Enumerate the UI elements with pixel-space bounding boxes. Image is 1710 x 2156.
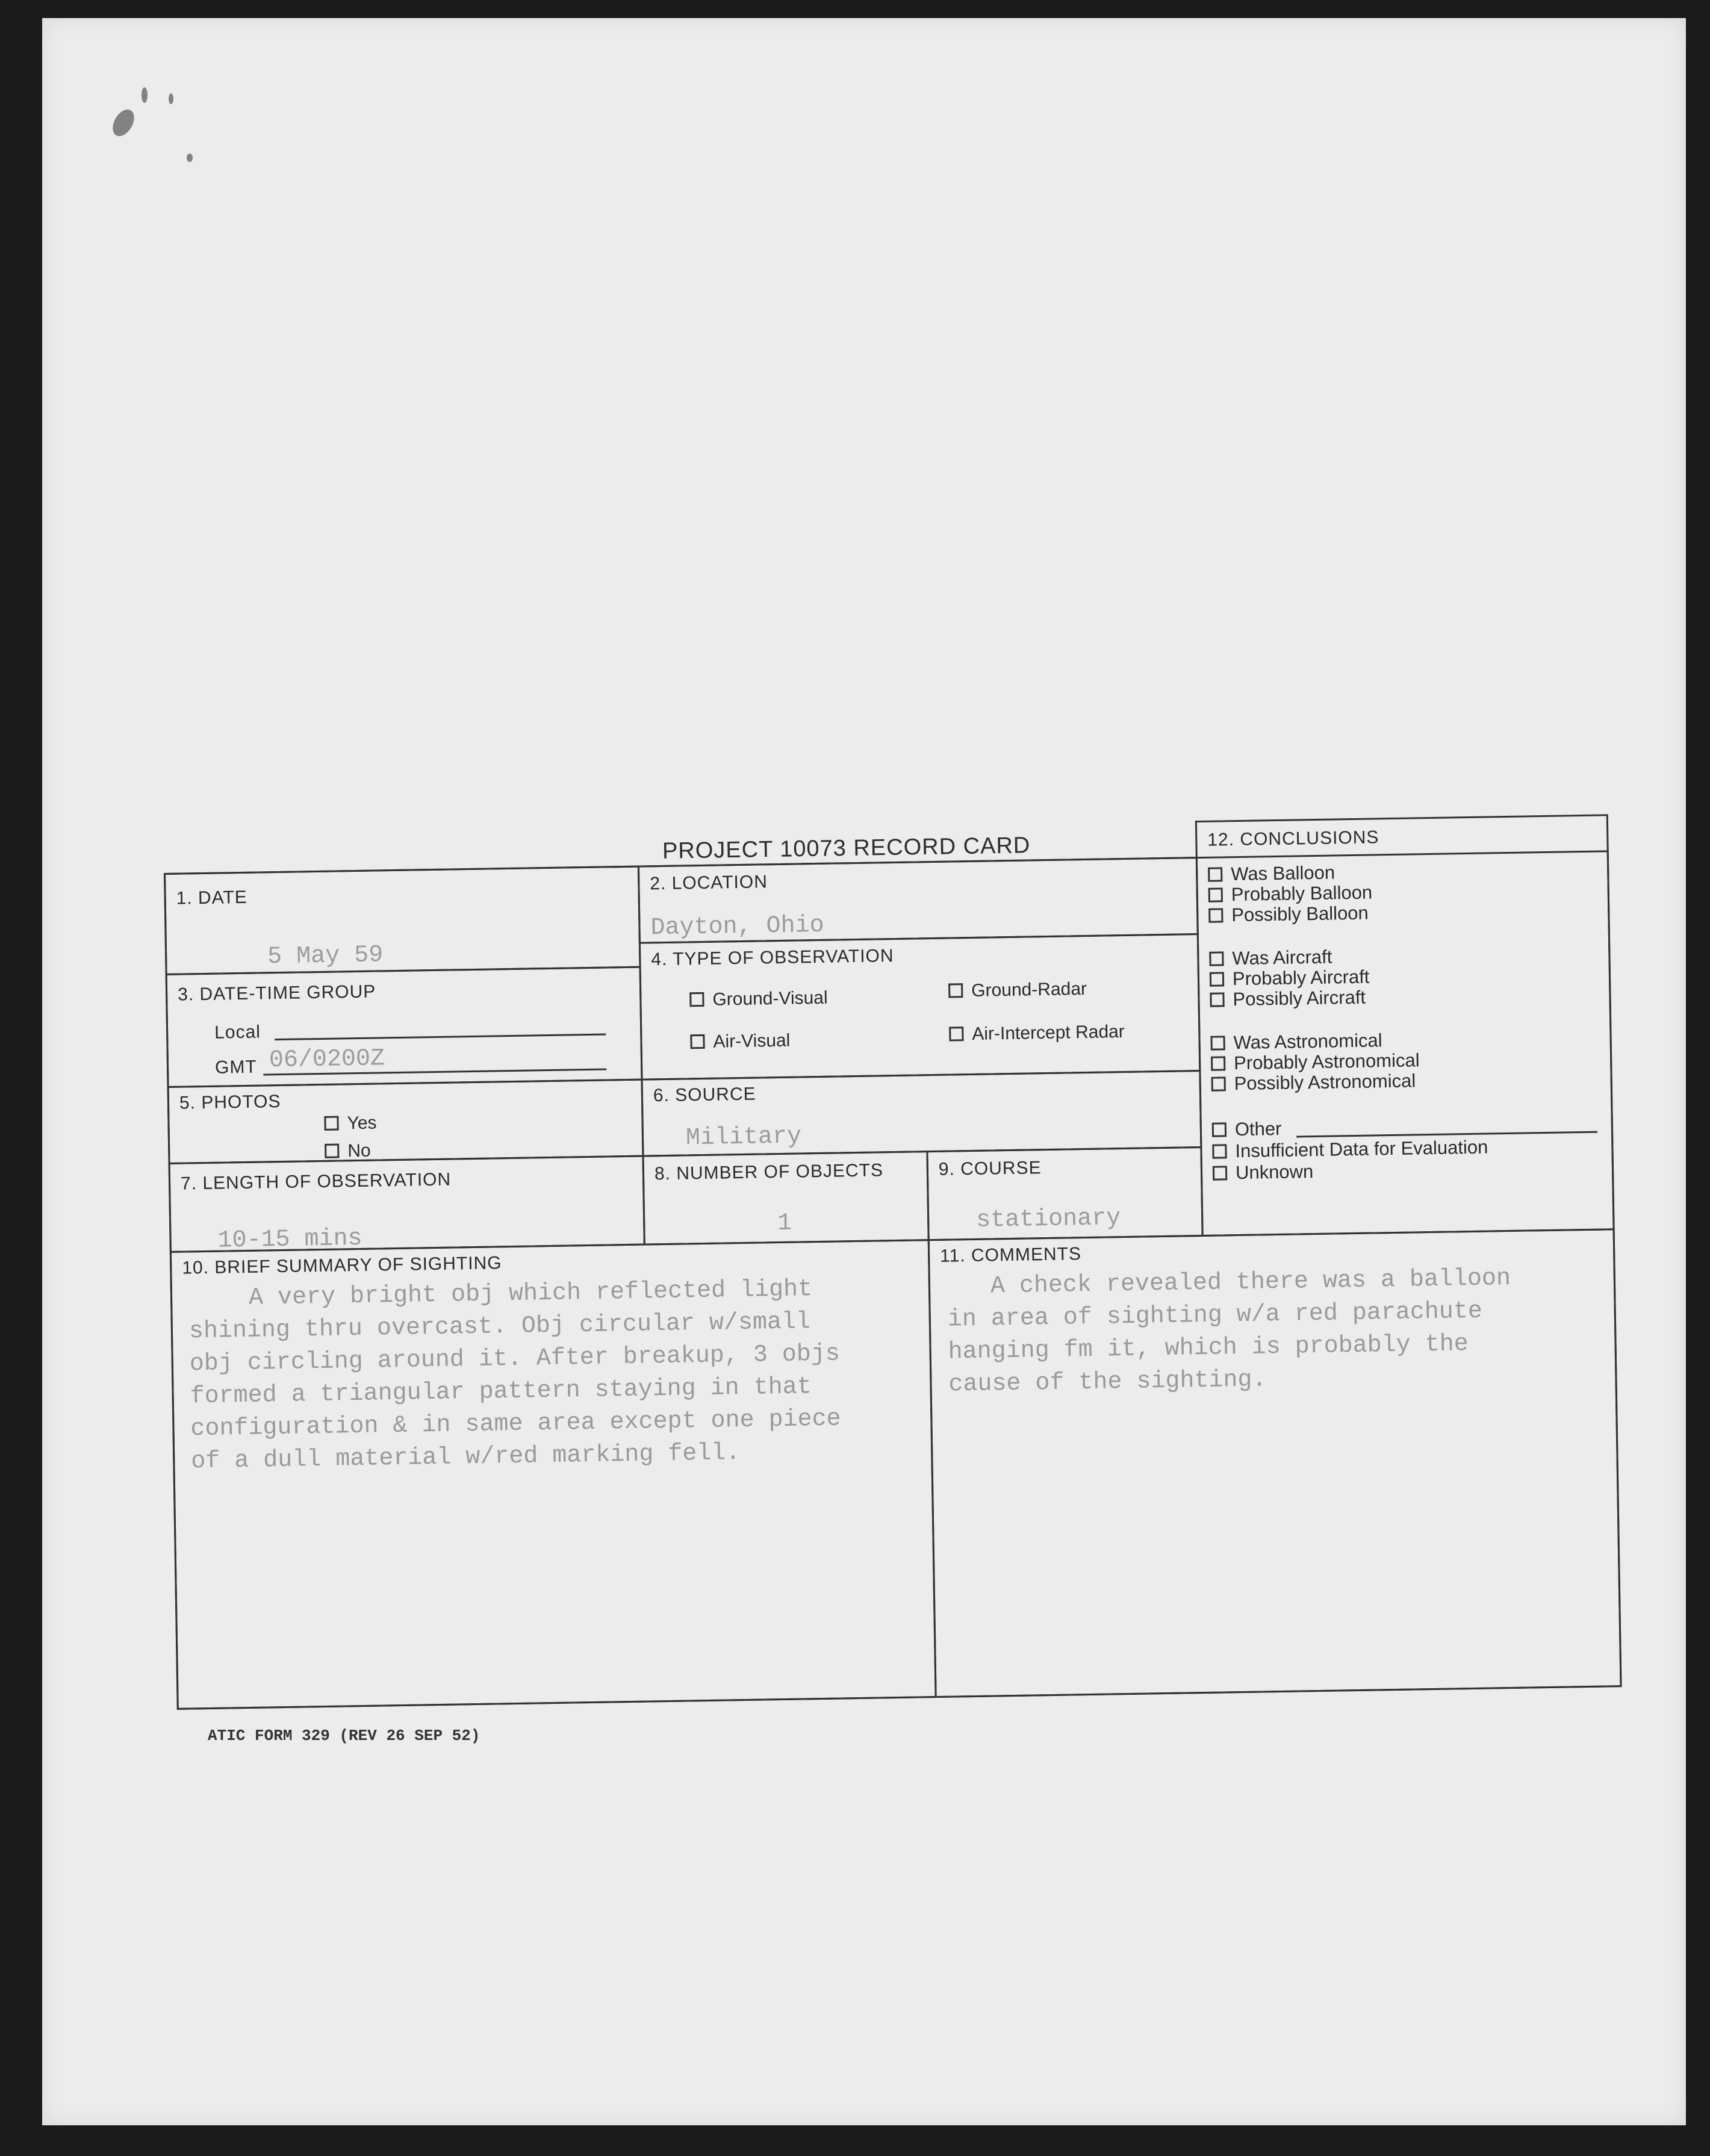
checkbox-icon: [1208, 887, 1223, 902]
brief-summary-line: shining thru overcast. Obj circular w/small: [188, 1308, 811, 1346]
comments-label: 11. COMMENTS: [939, 1244, 1082, 1266]
checkbox-icon: [1211, 1056, 1225, 1070]
brief-summary-line: formed a triangular pattern staying in that: [190, 1373, 812, 1411]
checkbox-icon: [689, 992, 704, 1007]
checkbox-icon: [1210, 992, 1224, 1007]
conclusion-was-balloon[interactable]: [1208, 862, 1335, 885]
air-intercept-radar-label: Air-Intercept Radar: [972, 1021, 1125, 1044]
conclusion-label: Probably Astronomical: [1233, 1049, 1420, 1074]
comments-text: [947, 1263, 1513, 1402]
date-label: 1. DATE: [176, 887, 248, 909]
smudge-mark: [169, 93, 173, 104]
photos-yes-option[interactable]: [324, 1113, 376, 1134]
ground-visual-option[interactable]: [689, 988, 828, 1011]
conclusion-label: Unknown: [1235, 1161, 1314, 1184]
course-value: stationary: [975, 1205, 1121, 1234]
conclusion-unknown[interactable]: [1213, 1161, 1314, 1184]
photos-no-option[interactable]: [325, 1141, 371, 1162]
local-label: Local: [214, 1022, 261, 1043]
conclusion-label: Was Balloon: [1230, 862, 1335, 885]
comments-line: hanging fm it, which is probably the: [948, 1331, 1469, 1366]
length-label: 7. LENGTH OF OBSERVATION: [180, 1169, 452, 1194]
comments-line: A check revealed there was a balloon: [990, 1264, 1511, 1300]
conclusion-label: Insufficient Data for Evaluation: [1235, 1136, 1488, 1162]
source-label: 6. SOURCE: [653, 1084, 756, 1106]
conclusion-label: Probably Balloon: [1231, 881, 1373, 906]
conclusion-possibly-balloon[interactable]: [1208, 902, 1369, 927]
smudge-mark: [187, 154, 193, 162]
conclusion-insufficient-data[interactable]: [1212, 1137, 1488, 1163]
checkbox-icon: [1209, 951, 1223, 966]
air-intercept-radar-option[interactable]: [949, 1022, 1125, 1045]
conclusions-label: 12. CONCLUSIONS: [1207, 827, 1379, 850]
checkbox-icon: [1208, 908, 1223, 922]
checkbox-icon: [949, 1027, 963, 1041]
conclusion-possibly-aircraft[interactable]: [1210, 987, 1366, 1011]
conclusion-possibly-astronomical[interactable]: [1211, 1070, 1416, 1095]
checkbox-icon: [948, 983, 963, 998]
conclusion-was-aircraft[interactable]: [1209, 946, 1332, 970]
photos-label: 5. PHOTOS: [179, 1091, 281, 1113]
location-label: 2. LOCATION: [650, 872, 768, 894]
date-value: 5 May 59: [267, 942, 384, 971]
conclusion-label: Possibly Aircraft: [1233, 986, 1366, 1010]
photos-no-label: No: [347, 1140, 371, 1161]
conclusion-other[interactable]: [1212, 1118, 1282, 1141]
brief-summary-line: of a dull material w/red marking fell.: [191, 1440, 741, 1476]
smudge-mark: [108, 106, 138, 140]
checkbox-icon: [1208, 867, 1222, 881]
brief-summary-line: A very bright obj which reflected light: [248, 1276, 813, 1312]
checkbox-icon: [1210, 1036, 1225, 1050]
brief-summary-label: 10. BRIEF SUMMARY OF SIGHTING: [182, 1253, 502, 1278]
air-visual-label: Air-Visual: [713, 1030, 791, 1052]
checkbox-icon: [690, 1034, 704, 1049]
photos-cell: [167, 1079, 644, 1164]
conclusion-label: Was Astronomical: [1233, 1030, 1382, 1054]
conclusion-label: Probably Aircraft: [1232, 966, 1370, 990]
checkbox-icon: [1212, 1144, 1227, 1158]
source-value: Military: [685, 1123, 802, 1152]
conclusion-label: Other: [1234, 1117, 1282, 1140]
card-title: PROJECT 10073 RECORD CARD: [662, 833, 1031, 864]
length-value: 10-15 mins: [217, 1225, 362, 1255]
brief-summary-line: obj circling around it. After breakup, 3 objs: [189, 1340, 841, 1378]
comments-line: in area of sighting w/a red parachute: [947, 1297, 1483, 1334]
checkbox-icon: [1210, 972, 1224, 986]
comments-line: cause of the sighting.: [948, 1366, 1267, 1399]
conclusion-label: Possibly Balloon: [1231, 902, 1369, 926]
checkbox-icon: [1212, 1122, 1227, 1137]
checkbox-icon: [1213, 1166, 1227, 1180]
number-of-objects-value: 1: [777, 1210, 792, 1238]
brief-summary-line: configuration & in same area except one piece: [190, 1405, 841, 1443]
checkbox-icon: [324, 1116, 338, 1130]
brief-summary-text: [188, 1273, 842, 1478]
ground-radar-option[interactable]: [948, 979, 1087, 1002]
gmt-value: 06/0200Z: [269, 1045, 385, 1075]
type-of-observation-label: 4. TYPE OF OBSERVATION: [651, 945, 894, 970]
ground-visual-label: Ground-Visual: [712, 987, 828, 1010]
conclusion-label: Possibly Astronomical: [1234, 1070, 1416, 1095]
air-visual-option[interactable]: [690, 1031, 790, 1053]
form-footer: ATIC FORM 329 (REV 26 SEP 52): [208, 1727, 480, 1745]
checkbox-icon: [1211, 1076, 1226, 1091]
ground-radar-label: Ground-Radar: [971, 978, 1087, 1001]
course-label: 9. COURSE: [938, 1158, 1042, 1179]
date-cell: [164, 866, 641, 975]
location-value: Dayton, Ohio: [650, 912, 824, 942]
date-time-group-label: 3. DATE-TIME GROUP: [177, 981, 376, 1005]
photos-yes-label: Yes: [347, 1113, 377, 1134]
conclusion-label: Was Aircraft: [1232, 946, 1332, 969]
gmt-label: GMT: [214, 1057, 257, 1078]
checkbox-icon: [325, 1143, 339, 1158]
number-of-objects-label: 8. NUMBER OF OBJECTS: [654, 1160, 884, 1184]
smudge-mark: [141, 87, 148, 103]
